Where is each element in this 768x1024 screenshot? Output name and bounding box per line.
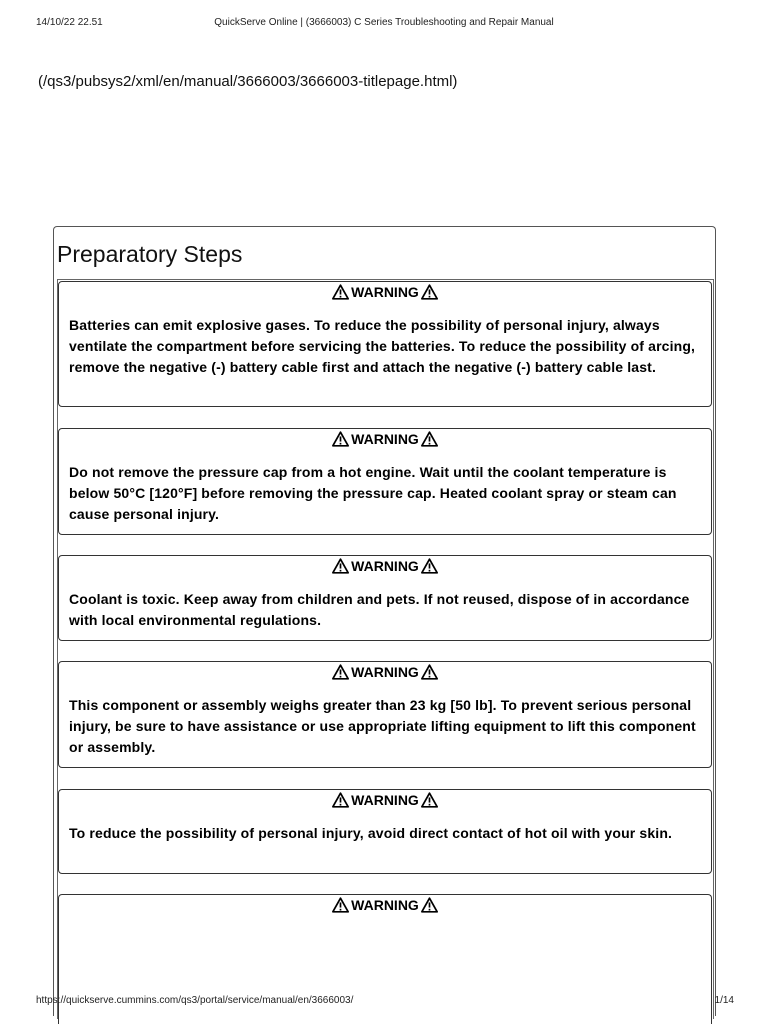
warning-triangle-icon [421, 664, 438, 680]
warning-box [58, 281, 712, 407]
warning-label: WARNING [351, 897, 419, 913]
warning-label: WARNING [351, 664, 419, 680]
warning-box [58, 789, 712, 874]
page-number: 1/14 [714, 995, 734, 1006]
section-title: Preparatory Steps [57, 241, 243, 267]
warning-triangle-icon [332, 558, 349, 574]
warning-header [59, 431, 711, 447]
warning-label: WARNING [351, 284, 419, 300]
warning-triangle-icon [421, 558, 438, 574]
warning-text: Coolant is toxic. Keep away from children and pets. If not reused, dispose of in accordance with local environmental regulations. [69, 591, 690, 628]
warning-text: This component or assembly weighs greater than 23 kg [50 lb]. To prevent serious personal injury, be sure to have assistance or use appropriate lifting equipment to lift this component or assembly. [69, 697, 696, 755]
warning-box [58, 661, 712, 768]
warning-triangle-icon [332, 431, 349, 447]
warning-box [58, 428, 712, 535]
print-url: https://quickserve.cummins.com/qs3/portal/service/manual/en/3666003/ [36, 995, 354, 1006]
title-page-link[interactable]: (/qs3/pubsys2/xml/en/manual/3666003/3666003-titlepage.html) [38, 73, 458, 90]
warning-label: WARNING [351, 558, 419, 574]
warning-triangle-icon [421, 792, 438, 808]
warning-triangle-icon [421, 431, 438, 447]
warning-header [59, 897, 711, 913]
warning-triangle-icon [421, 897, 438, 913]
warning-label: WARNING [351, 431, 419, 447]
warning-header [59, 792, 711, 808]
warning-text: Do not remove the pressure cap from a hot engine. Wait until the coolant temperature is below 50°C [120°F] before removing the pressure cap. Heated coolant spray or steam can cause personal injury. [69, 464, 677, 522]
warning-header [59, 664, 711, 680]
warning-triangle-icon [332, 664, 349, 680]
warning-triangle-icon [332, 284, 349, 300]
warning-header [59, 558, 711, 574]
warning-text: Batteries can emit explosive gases. To reduce the possibility of personal injury, always ventilate the compartment before servicing the batteries. To reduce the possibility of arcing, remove the negative (-) battery cable first and attach the negative (-) battery cable last. [69, 317, 696, 375]
warning-triangle-icon [421, 284, 438, 300]
print-date: 14/10/22 22.51 [36, 17, 103, 28]
print-title: QuickServe Online | (3666003) C Series Troubleshooting and Repair Manual [214, 17, 554, 28]
warning-triangle-icon [332, 897, 349, 913]
warning-header [59, 284, 711, 300]
warning-box [58, 555, 712, 641]
warning-label: WARNING [351, 792, 419, 808]
warning-text: To reduce the possibility of personal injury, avoid direct contact of hot oil with your skin. [69, 825, 673, 841]
warning-triangle-icon [332, 792, 349, 808]
